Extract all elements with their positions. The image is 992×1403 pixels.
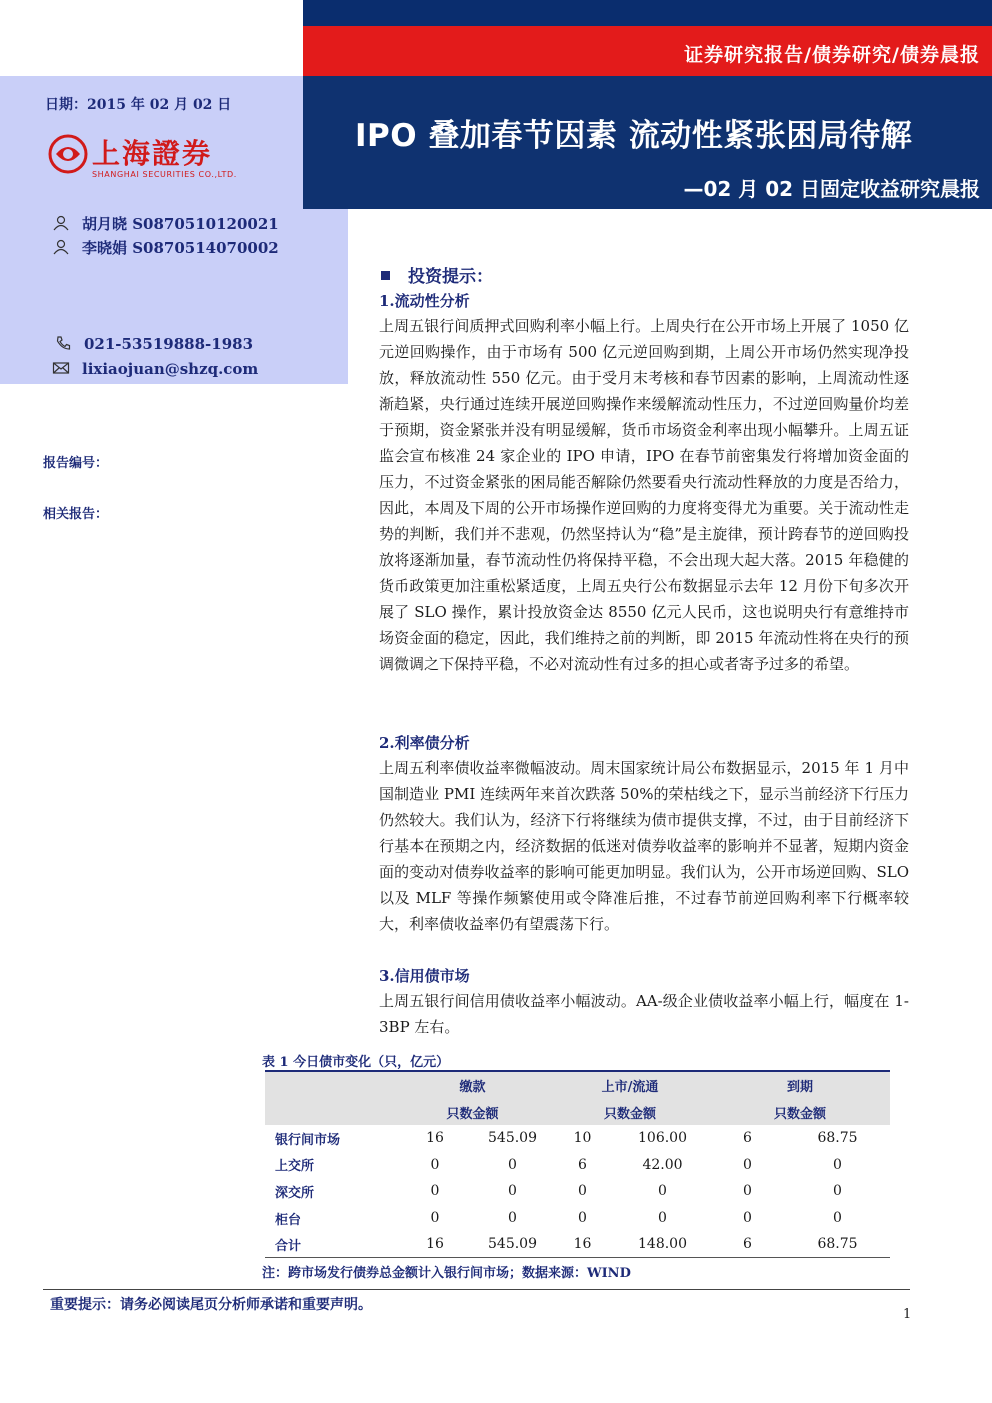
header-top-band (303, 0, 992, 26)
report-date: 日期：2015 年 02 月 02 日 (45, 97, 232, 113)
row-label: 合计 (275, 1238, 302, 1254)
table-cell: 6 (578, 1156, 587, 1173)
table-cell: 0 (658, 1183, 667, 1200)
table-cell: 0 (743, 1183, 752, 1200)
table-cell: 0 (833, 1210, 842, 1227)
table-cell: 545.09 (488, 1130, 537, 1147)
table-cell: 0 (743, 1156, 752, 1173)
table-cell: 0 (578, 1210, 587, 1227)
table-row (265, 1205, 890, 1232)
email-line (52, 360, 258, 378)
report-category: 证券研究报告/债券研究/债券晨报 (684, 44, 980, 66)
section-title (381, 262, 493, 287)
table-title: 表 1 今日债市变化（只，亿元） (262, 1055, 450, 1070)
table-cell: 148.00 (638, 1236, 687, 1253)
table-cell: 0 (508, 1183, 517, 1200)
table-cell: 0 (430, 1210, 440, 1227)
page-number: 1 (903, 1307, 912, 1322)
row-label: 深交所 (275, 1185, 315, 1201)
table-cell: 0 (508, 1210, 517, 1227)
table-cell: 68.75 (817, 1236, 858, 1253)
table-cell: 0 (578, 1183, 587, 1200)
table-cell: 0 (743, 1210, 752, 1227)
report-number-label: 报告编号： (43, 456, 109, 471)
email-address[interactable]: lixiaojuan@shzq.com (82, 360, 259, 378)
bond-market-table (265, 1070, 890, 1258)
table-row (265, 1152, 890, 1179)
table-cell: 68.75 (817, 1130, 858, 1147)
table-cell: 545.09 (488, 1236, 537, 1253)
row-label: 银行间市场 (275, 1132, 341, 1148)
table-cell: 42.00 (642, 1156, 683, 1173)
header-empty (265, 1099, 395, 1125)
table-row (265, 1178, 890, 1205)
section-3-text: 上周五银行间信用债收益率小幅波动。AA-级企业债收益率小幅上行，幅度在 1-3BP 左右。 (379, 992, 909, 1036)
table-cell: 0 (430, 1183, 440, 1200)
analyst-1 (52, 213, 279, 234)
table-cell: 0 (833, 1183, 842, 1200)
contact-panel (0, 209, 348, 384)
footer-divider (43, 1289, 910, 1290)
column-subheader: 只数金额 (550, 1099, 710, 1125)
table-cell: 16 (426, 1130, 444, 1147)
table-cell: 16 (426, 1236, 444, 1253)
header-empty (265, 1071, 395, 1099)
analyst-line: 李晓娟 S0870514070002 (82, 239, 279, 257)
table-cell: 16 (573, 1236, 592, 1253)
section-title-text: 投资提示： (408, 267, 493, 287)
row-label: 柜台 (275, 1212, 302, 1228)
report-subtitle: —02 月 02 日固定收益研究晨报 (683, 177, 980, 201)
table-cell: 0 (658, 1210, 667, 1227)
company-logo (48, 132, 278, 188)
person-icon (52, 239, 70, 255)
phone-number: 021-53519888-1983 (84, 335, 254, 353)
logo-english: SHANGHAI SECURITIES CO.,LTD. (92, 170, 237, 179)
phone-line (54, 335, 253, 353)
report-title: IPO 叠加春节因素 流动性紧张困局待解 (355, 118, 913, 154)
table-cell: 0 (430, 1156, 440, 1173)
header-title-band (303, 76, 992, 209)
analyst-line: 胡月晓 S0870510120021 (82, 215, 279, 233)
mail-icon (52, 360, 70, 376)
table-cell: 10 (573, 1130, 592, 1147)
table-cell: 6 (743, 1130, 752, 1147)
analyst-2 (52, 237, 279, 258)
section-1-text: 上周五银行间质押式回购利率小幅上行。上周央行在公开市场上开展了 1050 亿元逆回购操作，由于市场有 500 亿元逆回购到期，上周公开市场仍然实现净投放，释放流动性 550 亿元。由于受月末考核和春节因素的影响，上周流动性逐渐趋紧，央行通过连续开展逆回购操作来缓解流动性压力，不过逆回购量价均差于预期，资金紧张并没有明显缓解，货币市场资金利率出现小幅攀升。上周五证监会宣布核准 24 家企业的 IPO 申请，IPO 在春节前密集发行将增加资金面的压力，不过资金紧张的困局能否解除仍然要看央行流动性释放的力度是否给力，因此，本周及下周的公开市场操作逆回购的力度将变得尤为重要。关于流动性走势的判断，我们并不悲观，仍然坚持认为“稳”是主旋律，预计跨春节的逆回购投放将逐渐加量，春节流动性仍将保持平稳，不会出现大起大落。2015 年稳健的货币政策更加注重松紧适度，上周五央行公布数据显示去年 12 月份下旬多次开展了 SLO 操作，累计投放资金达 8550 亿元人民币，这也说明央行有意维持市场资金面的稳定，因此，我们维持之前的判断，即 2015 年流动性将在央行的预调微调之下保持平稳，不必对流动性有过多的担心或者寄予过多的希望。 (379, 317, 909, 673)
column-group-header: 上市/流通 (550, 1071, 710, 1099)
column-group-header: 缴款 (395, 1071, 550, 1099)
column-subheader: 只数金额 (710, 1099, 890, 1125)
table-row (265, 1125, 890, 1152)
related-reports-label: 相关报告： (43, 507, 109, 522)
disclaimer-note: 重要提示：请务必阅读尾页分析师承诺和重要声明。 (50, 1297, 372, 1313)
table-cell: 6 (743, 1236, 752, 1253)
logo-mark-icon (48, 134, 88, 174)
section-3-title: 3.信用债市场 (379, 967, 470, 985)
section-2-text: 上周五利率债收益率微幅波动。周末国家统计局公布数据显示，2015 年 1 月中国制造业 PMI 连续两年来首次跌落 50%的荣枯线之下，显示当前经济下行压力仍然较大。我们认为，经济下行将继续为债市提供支撑，不过，由于目前经济下行基本在预期之内，经济数据的低迷对债券收益率的影响并不显著，短期内资金面的变动对债券收益率的影响可能更加明显。我们认为，公开市场逆回购、SLO 以及 MLF 等操作频繁使用或令降准后推，不过春节前逆回购利率下行概率较大，利率债收益率仍有望震荡下行。 (379, 759, 909, 933)
square-bullet-icon (381, 271, 390, 280)
logo-name: 上海證券 (92, 137, 213, 170)
header-red-band (303, 26, 992, 76)
column-subheader: 只数金额 (395, 1099, 550, 1125)
table-row-total (265, 1231, 890, 1258)
person-icon (52, 215, 70, 231)
phone-icon (54, 335, 72, 351)
info-panel (0, 76, 303, 209)
table-cell: 0 (833, 1156, 842, 1173)
section-2-title: 2.利率债分析 (379, 734, 470, 752)
table-cell: 0 (508, 1156, 517, 1173)
row-label: 上交所 (275, 1159, 315, 1175)
table-note: 注：跨市场发行债券总金额计入银行间市场；数据来源：WIND (262, 1266, 631, 1281)
table-cell: 106.00 (638, 1130, 687, 1147)
section-1-title: 1.流动性分析 (379, 292, 470, 310)
column-group-header: 到期 (710, 1071, 890, 1099)
